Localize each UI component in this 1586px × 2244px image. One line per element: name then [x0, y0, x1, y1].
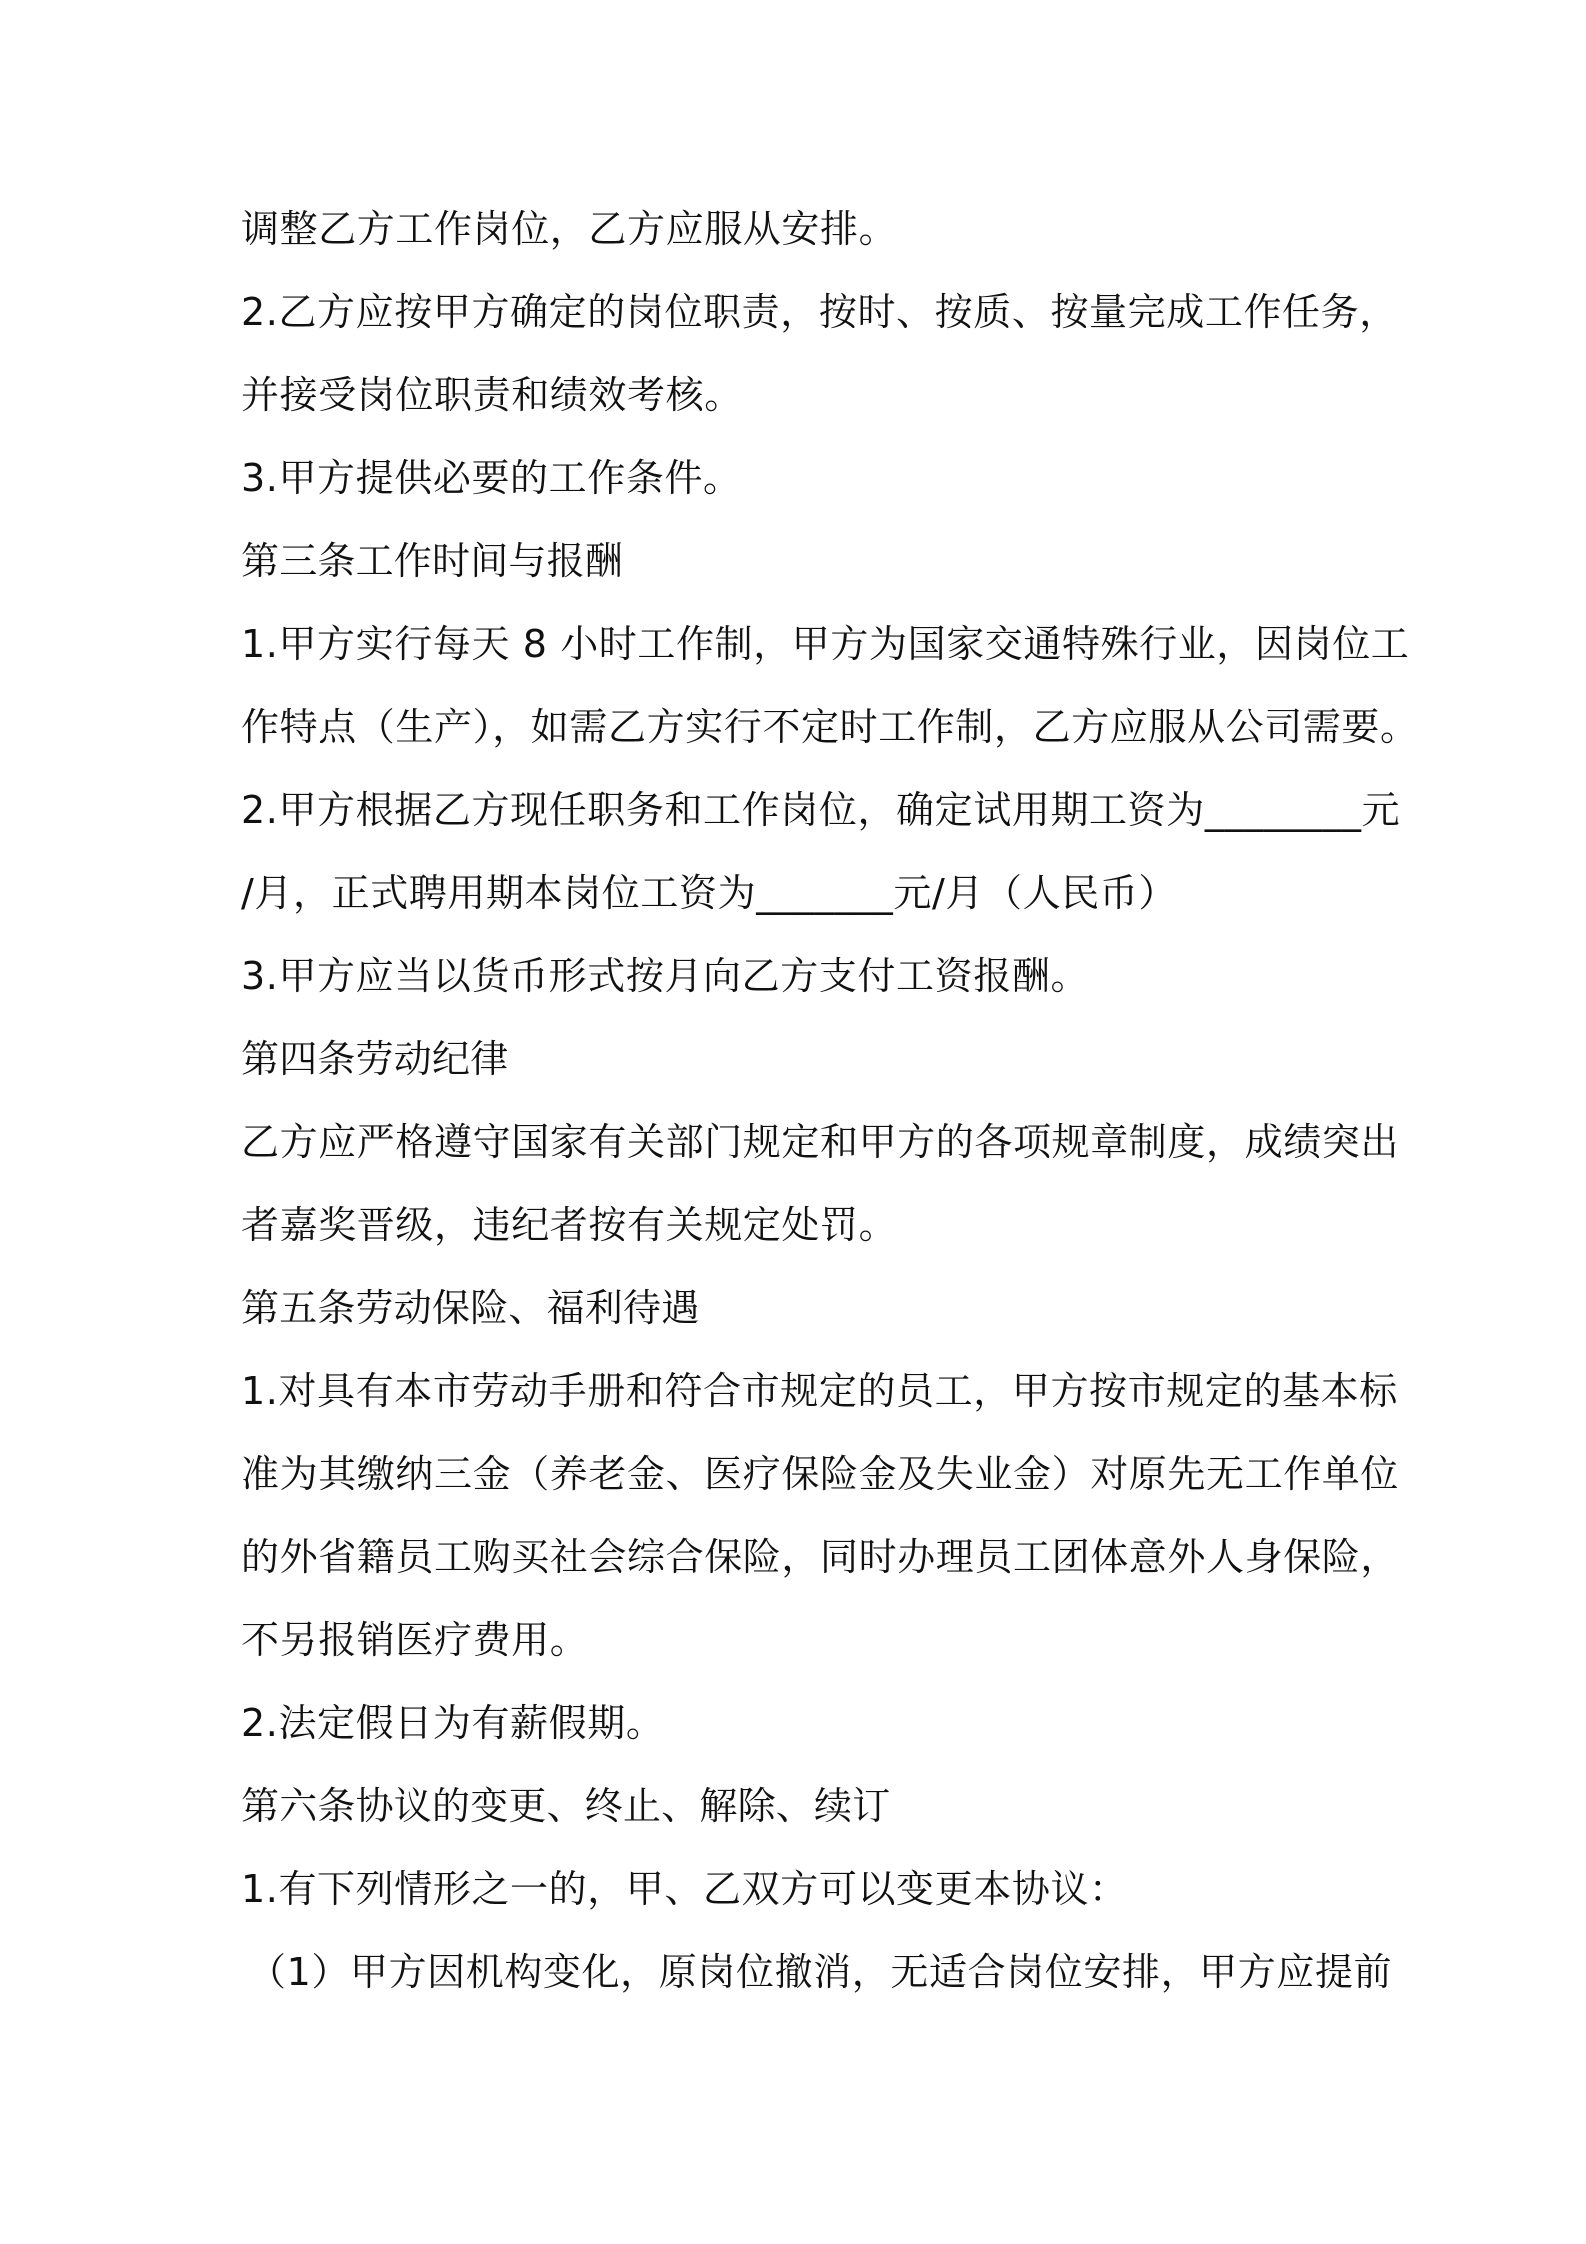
section-heading: 第五条劳动保险、福利待遇 — [241, 1286, 700, 1330]
text-line: 作特点（生产），如需乙方实行不定时工作制，乙方应服从公司需要。 — [241, 705, 1419, 749]
text-line: 3.甲方应当以货币形式按月向乙方支付工资报酬。 — [241, 954, 1090, 998]
text-line: 不另报销医疗费用。 — [241, 1618, 589, 1662]
text-line: 1.对具有本市劳动手册和符合市规定的员工，甲方按市规定的基本标 — [241, 1369, 1398, 1413]
text-line: 调整乙方工作岗位，乙方应服从安排。 — [241, 207, 898, 251]
text-line: 1.有下列情形之一的，甲、乙双方可以变更本协议： — [241, 1867, 1128, 1911]
text-line: 2.法定假日为有薪假期。 — [241, 1701, 665, 1745]
text-line: /月，正式聘用期本岗位工资为_______元/月（人民币） — [241, 871, 1178, 915]
text-line: 2.乙方应按甲方确定的岗位职责，按时、按质、按量完成工作任务， — [241, 290, 1398, 334]
text-line: 者嘉奖晋级，违纪者按有关规定处罚。 — [241, 1203, 898, 1247]
text-line: 准为其缴纳三金（养老金、医疗保险金及失业金）对原先无工作单位 — [241, 1452, 1400, 1496]
text-line: 2.甲方根据乙方现任职务和工作岗位，确定试用期工资为________元 — [241, 788, 1401, 832]
text-line: 3.甲方提供必要的工作条件。 — [241, 456, 742, 500]
section-heading: 第四条劳动纪律 — [241, 1037, 509, 1081]
text-line: 1.甲方实行每天 8 小时工作制，甲方为国家交通特殊行业，因岗位工 — [241, 622, 1410, 666]
text-line: 乙方应严格遵守国家有关部门规定和甲方的各项规章制度，成绩突出 — [241, 1120, 1400, 1164]
text-line: 并接受岗位职责和绩效考核。 — [241, 373, 743, 417]
text-line: （1）甲方因机构变化，原岗位撤消，无适合岗位安排，甲方应提前 — [248, 1950, 1393, 1994]
text-line: 的外省籍员工购买社会综合保险，同时办理员工团体意外人身保险， — [241, 1535, 1400, 1579]
section-heading: 第三条工作时间与报酬 — [241, 539, 624, 583]
section-heading: 第六条协议的变更、终止、解除、续订 — [241, 1784, 891, 1828]
